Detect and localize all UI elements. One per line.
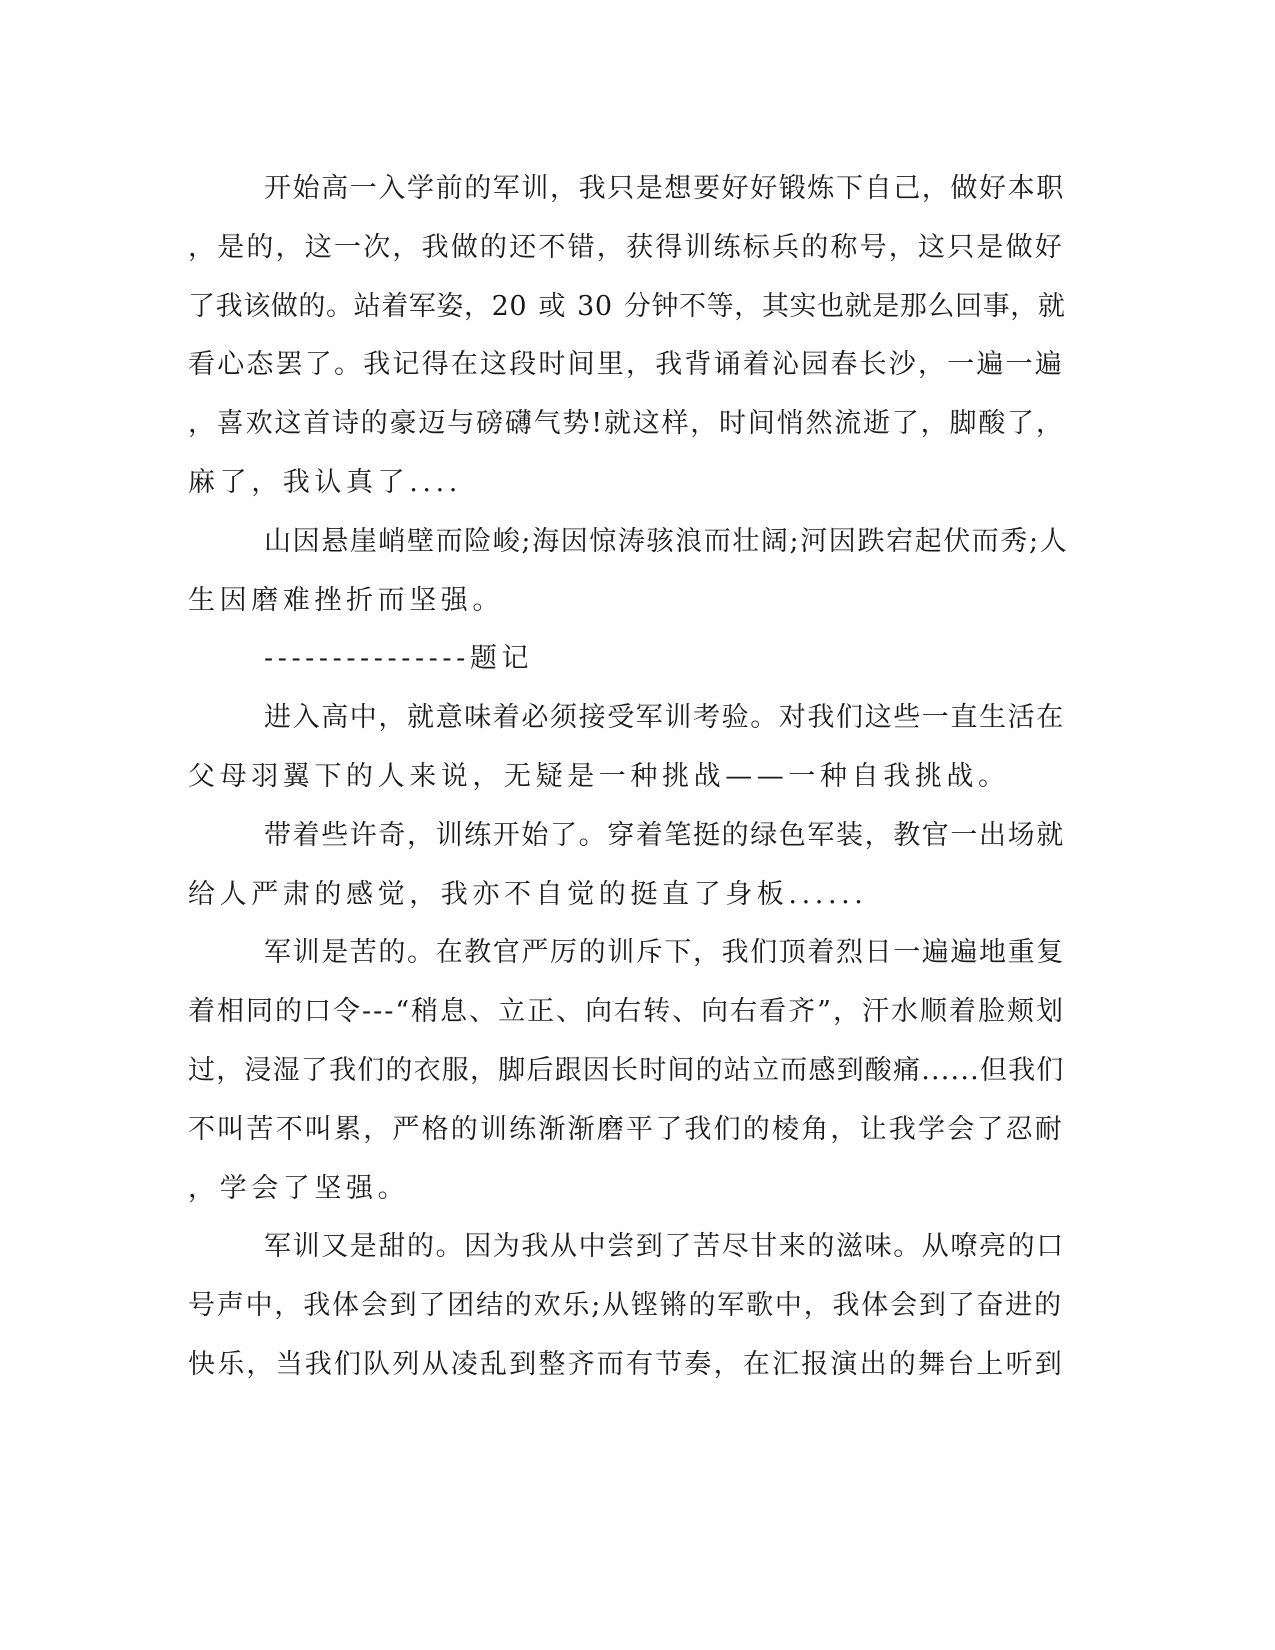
text-line: ，学会了坚强。 — [188, 1172, 410, 1204]
text-line: 军训是苦的。在教官严厉的训斥下，我们顶着烈日一遍遍地重复 — [264, 937, 1065, 969]
text-line: 快乐，当我们队列从凌乱到整齐而有节奏，在汇报演出的舞台上听到 — [188, 1348, 1064, 1380]
text-line: 给人严肃的感觉，我亦不自觉的挺直了身板...... — [188, 878, 868, 910]
text-line: 父母羽翼下的人来说，无疑是一种挑战——一种自我挑战。 — [188, 760, 1010, 792]
text-line: 开始高一入学前的军训，我只是想要好好锻炼下自己，做好本职 — [264, 173, 1065, 204]
text-line: ，喜欢这首诗的豪迈与磅礴气势!就这样，时间悄然流逝了，脚酸了， — [188, 408, 1065, 440]
text-line: 不叫苦不叫累，严格的训练渐渐磨平了我们的棱角，让我学会了忍耐 — [188, 1113, 1064, 1145]
text-line: 看心态罢了。我记得在这段时间里，我背诵着沁园春长沙，一遍一遍 — [188, 349, 1064, 381]
text-line: 号声中，我体会到了团结的欢乐;从铿锵的军歌中，我体会到了奋进的 — [188, 1290, 1063, 1322]
text-line: 军训又是甜的。因为我从中尝到了苦尽甘来的滋味。从嘹亮的口 — [264, 1231, 1065, 1263]
text-line: 山因悬崖峭壁而险峻;海因惊涛骇浪而壮阔;河因跌宕起伏而秀;人 — [264, 525, 1069, 557]
text-line: 带着些许奇，训练开始了。穿着笔挺的绿色军装，教官一出场就 — [264, 819, 1065, 851]
text-line: ---------------题记 — [264, 643, 534, 675]
text-line: 麻了，我认真了.... — [188, 466, 462, 498]
text-line: 进入高中，就意味着必须接受军训考验。对我们这些一直生活在 — [264, 702, 1065, 734]
document-body — [188, 160, 1068, 1395]
text-line: 了我该做的。站着军姿，20 或 30 分钟不等，其实也就是那么回事，就 — [188, 290, 1066, 322]
text-line: ，是的，这一次，我做的还不错，获得训练标兵的称号，这只是做好 — [188, 231, 1064, 263]
text-line: 过，浸湿了我们的衣服，脚后跟因长时间的站立而感到酸痛......但我们 — [188, 1054, 1065, 1086]
text-line: 着相同的口令---“稍息、立正、向右转、向右看齐”，汗水顺着脸颊划 — [188, 996, 1065, 1028]
text-line: 生因磨难挫折而坚强。 — [188, 584, 504, 616]
